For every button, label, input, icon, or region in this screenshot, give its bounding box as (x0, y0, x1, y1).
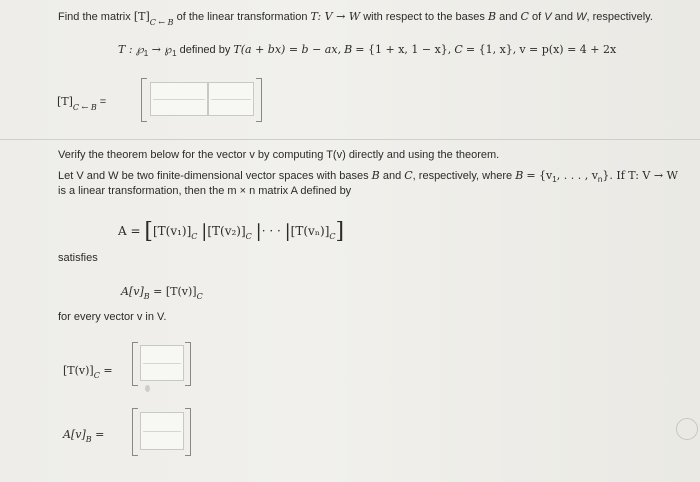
formula-sep-1: | (201, 221, 208, 242)
basis-b-label: B (344, 43, 353, 56)
definition-rule: T(a + bx) = b − ax, (233, 43, 342, 56)
theorem-basis-c: C (404, 169, 413, 182)
avb-label (63, 428, 105, 444)
definition-sub-1: 1 (143, 49, 149, 58)
vector-v-definition: v = p(x) = 4 + 2x (519, 43, 617, 56)
formula-dots: · · · (261, 224, 281, 238)
matrix-input-col1[interactable] (151, 83, 207, 115)
and-word: and (499, 11, 518, 23)
tv-label-text: [T(v)] (63, 364, 94, 377)
formula-lhs: A = (118, 224, 141, 238)
basis-c-symbol: C (520, 10, 529, 23)
tv-label-sub: C (93, 371, 100, 380)
problem-statement (58, 10, 653, 25)
formula-sep-3: | (284, 221, 291, 242)
avb-vector-cell[interactable] (140, 412, 184, 450)
theorem-line-1 (58, 169, 678, 184)
theorem-basis-start: = {v (526, 169, 553, 182)
avb-equals: = (95, 428, 105, 441)
tv-equals: = (103, 364, 113, 377)
definition-arrow: → ℘ (148, 43, 173, 56)
avb-label-text: A[v] (63, 428, 86, 441)
section-divider (0, 139, 700, 140)
identity-rhs: = [T(v)] (153, 285, 197, 298)
theorem-line1-prefix: Let V and W be two finite-dimensional vector spaces with bases (58, 170, 369, 182)
verify-prompt: Verify the theorem below for the vector v by computing T(v) directly and using the theorem. (58, 149, 500, 161)
intro-rest: with respect to the bases (363, 11, 485, 23)
formula-left-bracket: [ (144, 219, 153, 244)
intro-text: Find the matrix (58, 11, 131, 23)
theorem-basis-sub2: n (597, 175, 603, 184)
formula-right-bracket: ] (335, 219, 345, 244)
theorem-formula (118, 216, 345, 244)
answer-subscript: C ← B (72, 103, 97, 112)
avb-left-bracket (132, 408, 138, 456)
theorem-basis-mid: , . . . , v (556, 169, 598, 182)
formula-sep-2: | (255, 221, 262, 242)
formula-coln: [T(vₙ)] (290, 224, 330, 238)
satisfies-text: satisfies (58, 252, 98, 264)
tv-vector-input[interactable] (141, 346, 183, 380)
for-every-text: for every vector v in V. (58, 311, 167, 323)
avb-label-sub: B (85, 435, 92, 444)
identity-lhs-sub: B (143, 292, 150, 301)
definition-map: T : ℘ (118, 43, 144, 56)
tv-right-bracket (185, 342, 191, 386)
theorem-basis-end: }. If T: V → W (602, 169, 678, 182)
basis-c-value: = {1, x}, (465, 43, 517, 56)
matrix-left-bracket (141, 78, 147, 122)
formula-col1: [T(v₁)] (152, 224, 192, 238)
answer-equals: = (99, 96, 107, 108)
status-circle-icon (676, 418, 698, 440)
of-word: of (532, 11, 542, 23)
and-word-2: and (554, 11, 574, 23)
matrix-input-col2[interactable] (209, 83, 253, 115)
intro-rest-prefix: of the linear transformation (176, 11, 308, 23)
theorem-line-2: is a linear transformation, then the m × n matrix A defined by (58, 185, 352, 197)
formula-col2-sub: C (245, 232, 252, 241)
answer-matrix-label (57, 95, 106, 110)
tv-left-bracket (132, 342, 138, 386)
formula-col1-sub: C (191, 232, 198, 241)
theorem-respectively: , respectively, where (412, 170, 513, 182)
avb-right-bracket (185, 408, 191, 456)
identity-lhs: A[v] (121, 285, 144, 298)
matrix-right-bracket (256, 78, 262, 122)
space-v: V (544, 11, 552, 23)
respectively-text: , respectively. (586, 11, 653, 23)
definition-line (118, 43, 616, 58)
answer-label: [T] (57, 95, 73, 108)
theorem-and: and (382, 170, 402, 182)
theorem-identity (121, 285, 203, 301)
matrix-subscript: C ← B (149, 18, 174, 27)
basis-c-label: C (454, 43, 463, 56)
definition-sub-2: 1 (172, 49, 177, 58)
cursor-dot (145, 385, 150, 392)
matrix-cell-col1[interactable] (150, 82, 208, 116)
matrix-symbol: [T] (133, 10, 150, 23)
tv-vector-cell[interactable] (140, 345, 184, 381)
matrix-cell-col2[interactable] (208, 82, 254, 116)
intro-map: T: V → W (310, 10, 361, 23)
basis-b-symbol: B (487, 10, 497, 23)
avb-vector-input[interactable] (141, 413, 183, 449)
identity-rhs-sub: C (196, 292, 203, 301)
basis-b-value: = {1 + x, 1 − x}, (355, 43, 452, 56)
theorem-basis-b: B (371, 169, 380, 182)
formula-coln-sub: C (329, 232, 336, 241)
theorem-basis-b-2: B (515, 169, 524, 182)
tv-label (63, 364, 113, 380)
space-w: W (576, 11, 587, 23)
theorem-basis-sub1: 1 (552, 175, 557, 184)
definition-text: defined by (179, 44, 231, 56)
formula-col2: [T(v₂)] (207, 224, 246, 238)
